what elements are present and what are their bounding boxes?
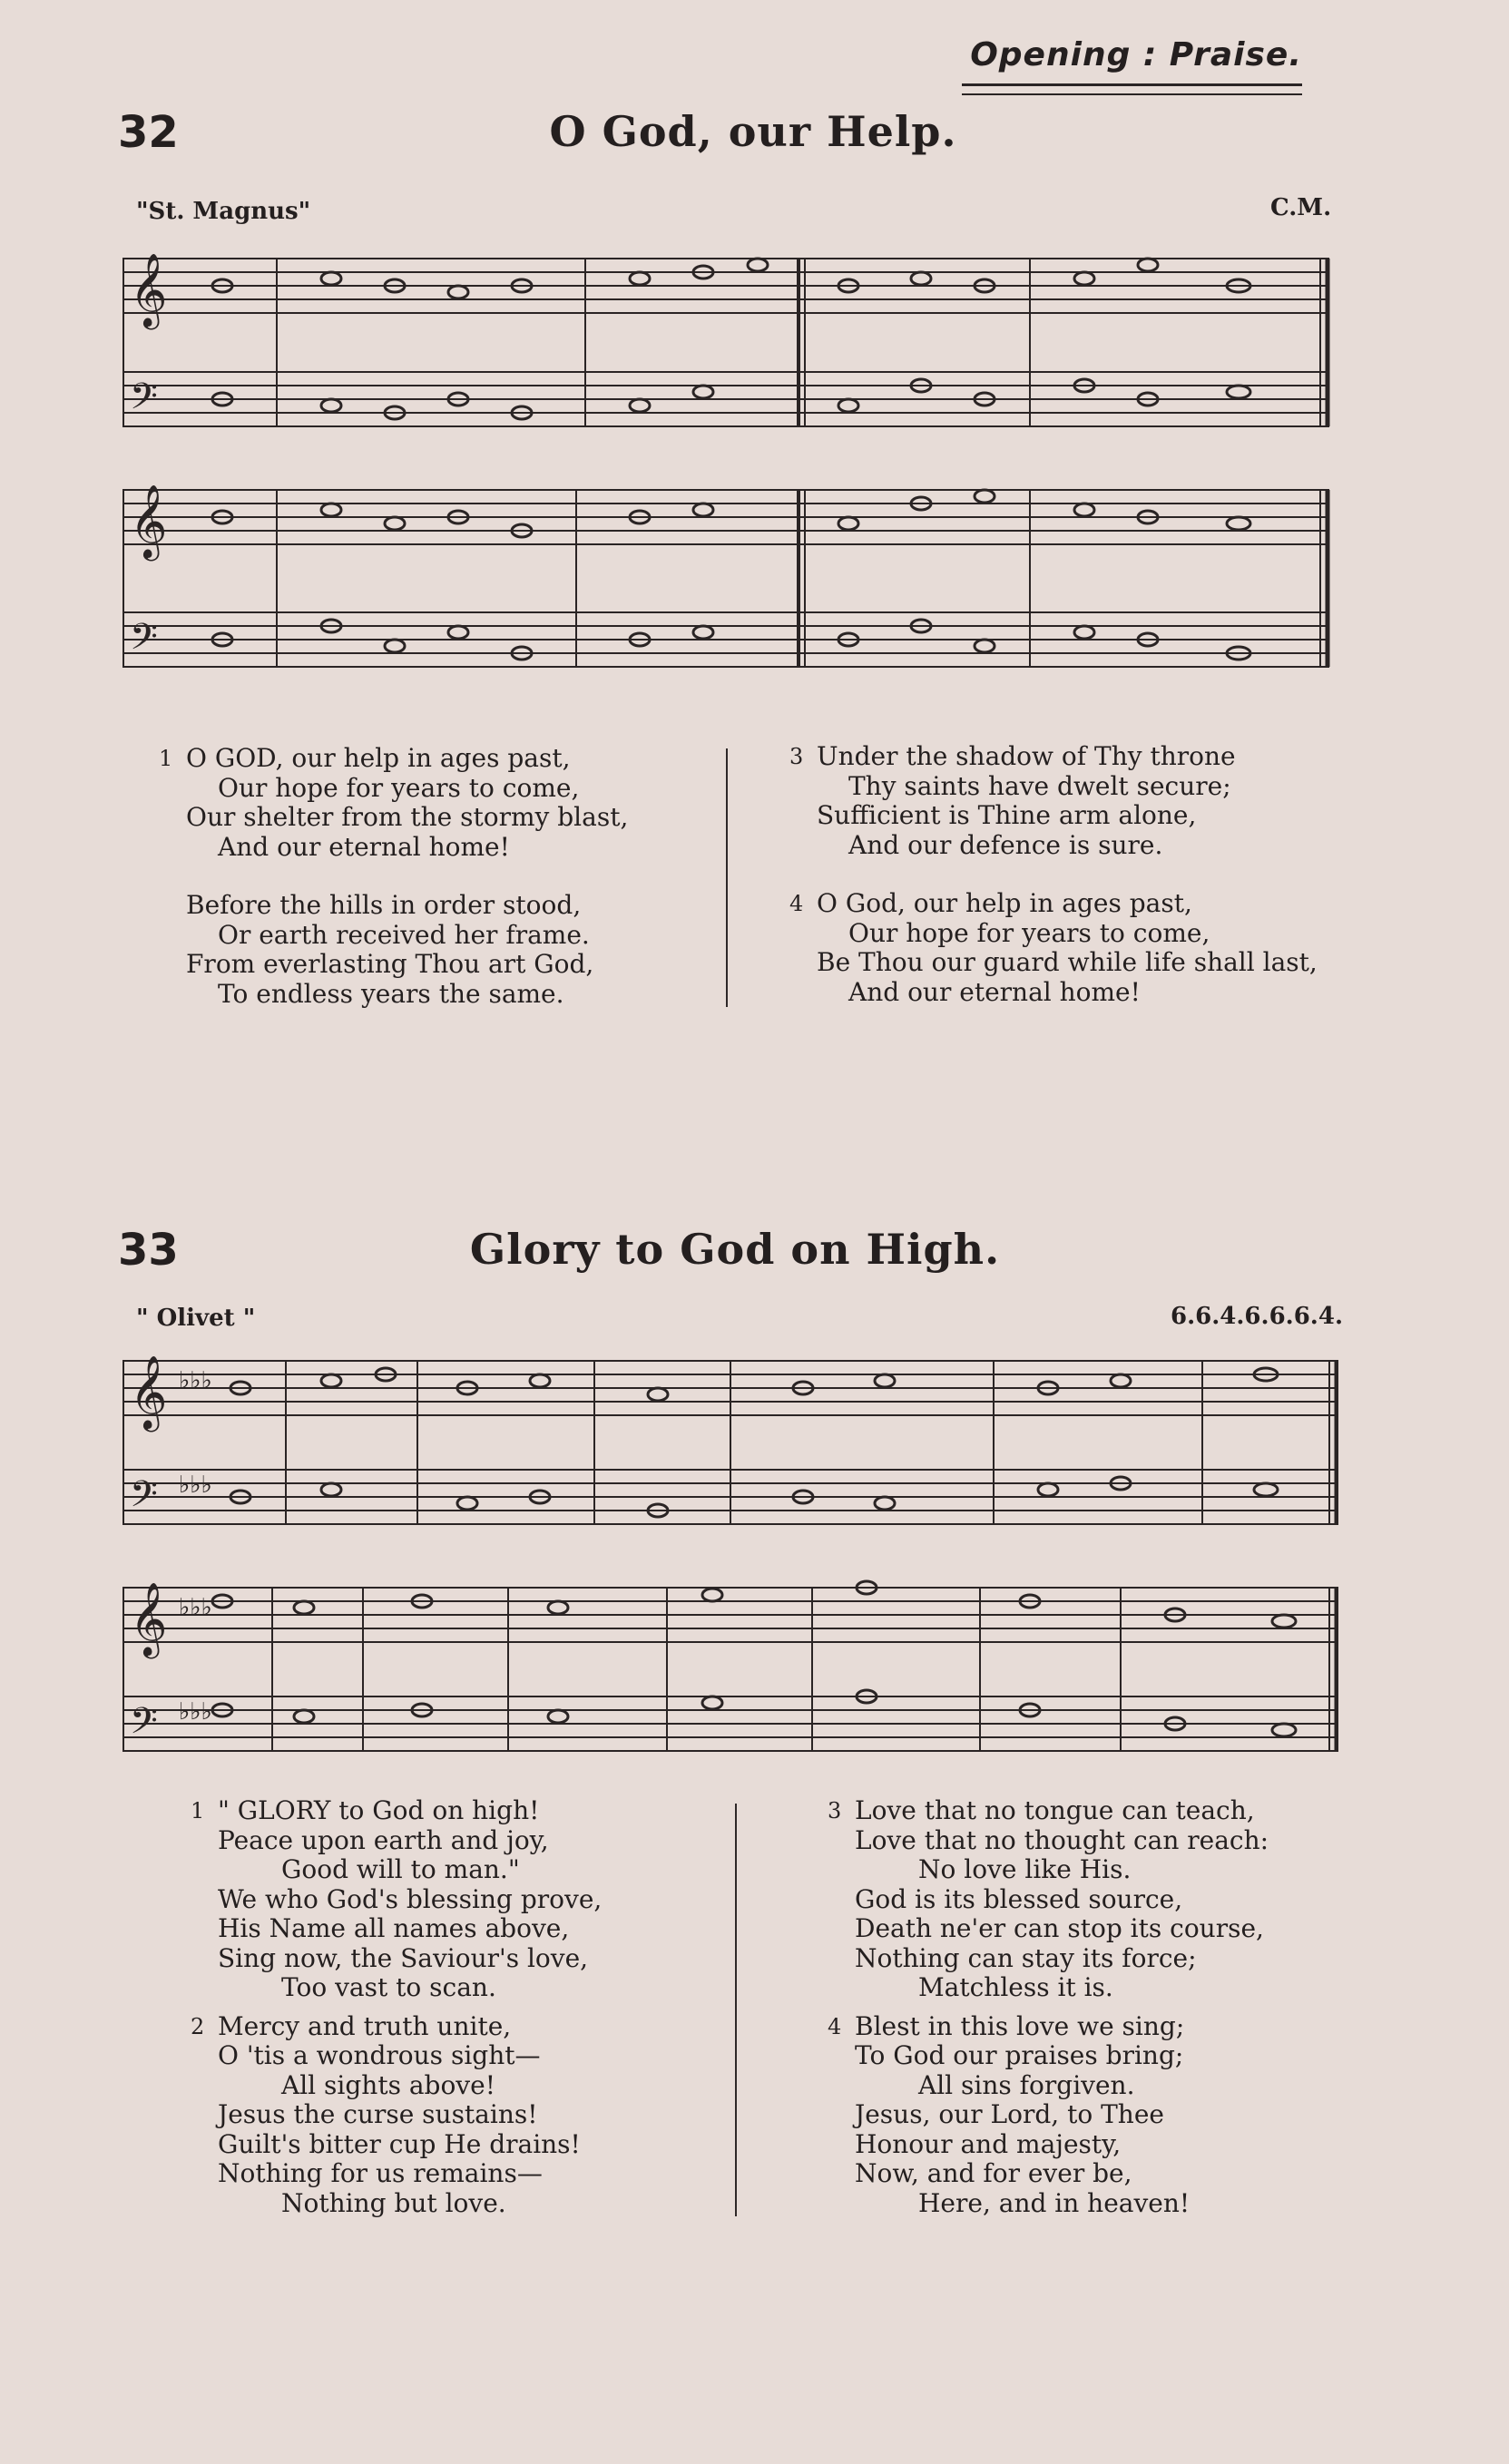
verse-line: Nothing can stay its force; bbox=[855, 1942, 1197, 1973]
verse bbox=[186, 891, 628, 1009]
verse-line: Mercy and truth unite, bbox=[218, 2010, 512, 2041]
svg-text:♭♭♭: ♭♭♭ bbox=[179, 1367, 212, 1394]
verse-line: Our hope for years to come, bbox=[218, 772, 580, 803]
verse-column-left bbox=[159, 743, 629, 1009]
staff-bass bbox=[122, 372, 1329, 426]
verse-number: 3 bbox=[828, 1798, 842, 1824]
svg-text:𝄞: 𝄞 bbox=[130, 1581, 168, 1656]
verse-line: Sufficient is Thine arm alone, bbox=[817, 800, 1197, 830]
verse-line: O 'tis a wondrous sight— bbox=[218, 2040, 541, 2070]
section-label: Opening : Praise. bbox=[970, 36, 1302, 73]
verse-line: Our shelter from the stormy blast, bbox=[186, 802, 629, 832]
tune-name: "St. Magnus" bbox=[136, 198, 311, 225]
verse bbox=[828, 1795, 1269, 2003]
hymn-title: O God, our Help. bbox=[549, 107, 957, 156]
verse-line: Peace upon earth and joy, bbox=[218, 1824, 549, 1855]
verse-line: Blest in this love we sing; bbox=[855, 2010, 1185, 2041]
verse-line: Honour and majesty, bbox=[855, 2128, 1122, 2159]
svg-text:♭♭♭: ♭♭♭ bbox=[179, 1472, 212, 1499]
verse-line: Nothing for us remains— bbox=[218, 2158, 543, 2188]
verse-line: God is its blessed source, bbox=[855, 1883, 1183, 1914]
verse-line: Love that no tongue can teach, bbox=[855, 1795, 1255, 1825]
verse-line: Good will to man." bbox=[281, 1854, 520, 1884]
svg-text:𝄢: 𝄢 bbox=[130, 376, 158, 426]
verse-line: Love that no thought can reach: bbox=[855, 1824, 1269, 1855]
verse-line: Our hope for years to come, bbox=[848, 917, 1210, 948]
verse-line: Matchless it is. bbox=[918, 1972, 1113, 2002]
verse-line: All sins forgiven. bbox=[918, 2069, 1135, 2100]
verse-column-right bbox=[789, 741, 1318, 1007]
verse-line: Guilt's bitter cup He drains! bbox=[218, 2128, 581, 2159]
verse bbox=[159, 743, 629, 862]
verse-line: And our eternal home! bbox=[218, 831, 510, 862]
verse-line: From everlasting Thou art God, bbox=[186, 949, 594, 979]
verse bbox=[828, 2010, 1269, 2219]
verse-line: His Name all names above, bbox=[218, 1913, 570, 1943]
meter-label: 6.6.4.6.6.6.4. bbox=[1171, 1303, 1343, 1330]
svg-text:𝄢: 𝄢 bbox=[130, 1700, 158, 1751]
notes bbox=[212, 1368, 1296, 1736]
svg-text:𝄞: 𝄞 bbox=[130, 1354, 168, 1429]
verse-line: Under the shadow of Thy throne bbox=[817, 741, 1236, 771]
verse-line: Now, and for ever be, bbox=[855, 2158, 1132, 2188]
verse-line: Jesus the curse sustains! bbox=[218, 2099, 538, 2129]
verse bbox=[191, 2010, 602, 2219]
verse-line: Jesus, our Lord, to Thee bbox=[855, 2099, 1164, 2129]
verse-line: O GOD, our help in ages past, bbox=[186, 743, 571, 773]
verse-line: " GLORY to God on high! bbox=[218, 1795, 540, 1825]
svg-text:𝄞: 𝄞 bbox=[130, 252, 168, 327]
verse bbox=[789, 741, 1318, 860]
verse-number: 2 bbox=[191, 2013, 205, 2039]
svg-text:𝄢: 𝄢 bbox=[130, 1473, 158, 1524]
verse-number: 4 bbox=[828, 2013, 842, 2039]
verse-line: Sing now, the Saviour's love, bbox=[218, 1942, 589, 1973]
meter-label: C.M. bbox=[1270, 194, 1332, 221]
verse-line: Before the hills in order stood, bbox=[186, 890, 582, 920]
column-divider bbox=[726, 748, 728, 1007]
verse bbox=[191, 1795, 603, 2003]
verse-line: Death ne'er can stop its course, bbox=[855, 1913, 1264, 1943]
verse-number: 3 bbox=[789, 744, 804, 769]
verse-line: Nothing but love. bbox=[281, 2187, 506, 2218]
verse bbox=[789, 888, 1318, 1007]
verse-line: Too vast to scan. bbox=[281, 1972, 496, 2002]
hymn-title: Glory to God on High. bbox=[469, 1225, 1001, 1274]
verse-column-left bbox=[191, 1795, 603, 2218]
svg-text:♭♭♭: ♭♭♭ bbox=[179, 1698, 212, 1726]
verse-line: And our defence is sure. bbox=[848, 829, 1163, 860]
verse-line: Be Thou our guard while life shall last, bbox=[817, 947, 1318, 977]
svg-text:𝄢: 𝄢 bbox=[130, 616, 158, 667]
verse-line: Here, and in heaven! bbox=[918, 2187, 1191, 2218]
hymn-number: 32 bbox=[118, 107, 179, 158]
verse-line: No love like His. bbox=[918, 1854, 1132, 1884]
hymn-number: 33 bbox=[118, 1225, 179, 1276]
svg-text:𝄞: 𝄞 bbox=[130, 484, 168, 558]
notes bbox=[212, 259, 1250, 660]
verse-line: O God, our help in ages past, bbox=[817, 888, 1192, 918]
staff-treble bbox=[122, 259, 1329, 313]
verse-number: 4 bbox=[789, 891, 804, 916]
verse-number: 1 bbox=[191, 1798, 205, 1824]
verse-line: Or earth received her frame. bbox=[218, 919, 590, 950]
verse-line: All sights above! bbox=[281, 2069, 495, 2100]
column-divider bbox=[735, 1804, 737, 2216]
verse-column-right bbox=[828, 1795, 1269, 2218]
verse-line: Thy saints have dwelt secure; bbox=[848, 770, 1231, 801]
svg-text:♭♭♭: ♭♭♭ bbox=[179, 1594, 212, 1621]
music-score bbox=[122, 231, 1338, 703]
verse-line: To God our praises bring; bbox=[855, 2040, 1184, 2070]
music-score bbox=[122, 1338, 1338, 1774]
verse-line: To endless years the same. bbox=[218, 978, 564, 1009]
verse-line: And our eternal home! bbox=[848, 976, 1141, 1007]
section-rule bbox=[962, 83, 1302, 95]
verse-number: 1 bbox=[159, 746, 173, 771]
tune-name: " Olivet " bbox=[136, 1305, 256, 1332]
verse-line: We who God's blessing prove, bbox=[218, 1883, 603, 1914]
